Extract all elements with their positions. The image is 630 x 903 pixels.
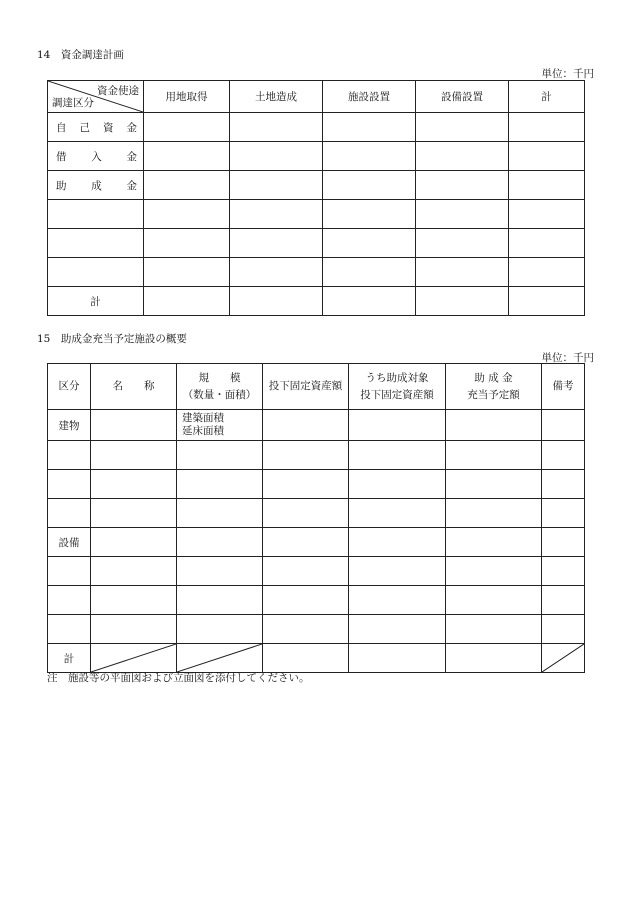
- cell[interactable]: [263, 557, 349, 586]
- table-row-total: [48, 644, 585, 673]
- cell[interactable]: [48, 499, 91, 528]
- cell[interactable]: [323, 287, 416, 316]
- cell[interactable]: [446, 499, 542, 528]
- table-row: [48, 171, 585, 200]
- col-header-investment: 投下固定資産額: [263, 364, 349, 410]
- cell[interactable]: [230, 171, 323, 200]
- cell[interactable]: [323, 258, 416, 287]
- funding-plan-table: [47, 80, 585, 316]
- cell[interactable]: [230, 258, 323, 287]
- table-row: [48, 142, 585, 171]
- cell[interactable]: [230, 287, 323, 316]
- cell[interactable]: [542, 586, 585, 615]
- col-header-target-line2: 投下固定資産額: [360, 388, 434, 401]
- cell[interactable]: [263, 586, 349, 615]
- cell[interactable]: [542, 499, 585, 528]
- cell[interactable]: [349, 528, 446, 557]
- cell[interactable]: [91, 528, 177, 557]
- cell[interactable]: [263, 441, 349, 470]
- cell[interactable]: [416, 113, 509, 142]
- cell[interactable]: [91, 441, 177, 470]
- table-row: [48, 113, 585, 142]
- cell[interactable]: [349, 644, 446, 673]
- crossed-out-cell: [542, 644, 585, 673]
- cell[interactable]: [263, 644, 349, 673]
- cell[interactable]: [542, 441, 585, 470]
- col-header-subsidy-allocation: [446, 364, 542, 410]
- cell[interactable]: [177, 499, 263, 528]
- cell[interactable]: [48, 470, 91, 499]
- section-14-title: 14 資金調達計画: [37, 49, 124, 61]
- cell[interactable]: [542, 528, 585, 557]
- col-header: 用地取得: [144, 81, 230, 113]
- row-label-own-funds: 自己資金: [48, 113, 144, 142]
- cell[interactable]: [48, 586, 91, 615]
- cell[interactable]: [446, 586, 542, 615]
- cell[interactable]: [263, 528, 349, 557]
- cell[interactable]: [263, 410, 349, 441]
- col-header-subsidy-target: [349, 364, 446, 410]
- cell[interactable]: [542, 470, 585, 499]
- cell[interactable]: [230, 229, 323, 258]
- table-row-total: [48, 287, 585, 316]
- crossed-out-cell: [177, 644, 263, 673]
- category-building: 建物: [48, 410, 91, 441]
- row-label-blank[interactable]: [48, 258, 144, 287]
- attachment-note: 注 施設等の平面図および立面図を添付してください。: [47, 672, 310, 684]
- cell[interactable]: [230, 142, 323, 171]
- cell[interactable]: [349, 557, 446, 586]
- cell[interactable]: [416, 171, 509, 200]
- cell[interactable]: [91, 615, 177, 644]
- col-header: 施設設置: [323, 81, 416, 113]
- cell[interactable]: [230, 200, 323, 229]
- total-label: 計: [48, 644, 91, 673]
- col-header: 計: [509, 81, 585, 113]
- table-row: [48, 410, 585, 441]
- table-row: [48, 499, 585, 528]
- cell[interactable]: [48, 557, 91, 586]
- cell[interactable]: [416, 229, 509, 258]
- cell[interactable]: [144, 200, 230, 229]
- table-row: [48, 200, 585, 229]
- table-row: [48, 557, 585, 586]
- col-header-scale-line1: 規 模: [198, 371, 241, 384]
- building-scale-cell[interactable]: [177, 410, 263, 441]
- cell[interactable]: [542, 557, 585, 586]
- cell[interactable]: [263, 499, 349, 528]
- cell[interactable]: [91, 410, 177, 441]
- facility-overview-table: [47, 363, 585, 673]
- floor-area-label: 延床面積: [182, 425, 224, 437]
- diagonal-line: [91, 644, 176, 672]
- table-row: [48, 528, 585, 557]
- cell[interactable]: [144, 171, 230, 200]
- cell[interactable]: [349, 470, 446, 499]
- cell[interactable]: [91, 586, 177, 615]
- cell[interactable]: [446, 441, 542, 470]
- table-row: [48, 586, 585, 615]
- cell[interactable]: [91, 499, 177, 528]
- cell[interactable]: [509, 200, 585, 229]
- cell[interactable]: [349, 615, 446, 644]
- cell[interactable]: [542, 410, 585, 441]
- cell[interactable]: [323, 200, 416, 229]
- cell[interactable]: [323, 229, 416, 258]
- cell[interactable]: [91, 557, 177, 586]
- col-header-category: 区分: [48, 364, 91, 410]
- col-header-subsidy-line2: 充当予定額: [467, 388, 520, 401]
- section-15-unit: 単位：千円: [541, 352, 594, 364]
- cell[interactable]: [177, 557, 263, 586]
- cell[interactable]: [446, 644, 542, 673]
- header-usage: 資金使途: [97, 85, 139, 97]
- cell[interactable]: [416, 258, 509, 287]
- col-header: 設備設置: [416, 81, 509, 113]
- section-15-title: 15 助成金充当予定施設の概要: [37, 333, 187, 345]
- cell[interactable]: [416, 142, 509, 171]
- col-header: 土地造成: [230, 81, 323, 113]
- cell[interactable]: [177, 441, 263, 470]
- cell[interactable]: [349, 499, 446, 528]
- col-header-name: 名 称: [91, 364, 177, 410]
- cell[interactable]: [144, 142, 230, 171]
- cell[interactable]: [509, 142, 585, 171]
- table-row: [48, 615, 585, 644]
- cell[interactable]: [509, 113, 585, 142]
- cell[interactable]: [230, 113, 323, 142]
- category-equipment: 設備: [48, 528, 91, 557]
- cell[interactable]: [509, 287, 585, 316]
- col-header-scale-line2: （数量・面積）: [182, 388, 257, 401]
- cell[interactable]: [323, 142, 416, 171]
- cell[interactable]: [509, 171, 585, 200]
- cell[interactable]: [446, 528, 542, 557]
- cell[interactable]: [177, 528, 263, 557]
- cell[interactable]: [349, 586, 446, 615]
- diagonal-line: [542, 644, 584, 672]
- cell[interactable]: [91, 470, 177, 499]
- cell[interactable]: [323, 171, 416, 200]
- cell[interactable]: [446, 615, 542, 644]
- row-label-subsidy: 助成金: [48, 171, 144, 200]
- cell[interactable]: [349, 410, 446, 441]
- cell[interactable]: [509, 229, 585, 258]
- diagonal-line: [177, 644, 262, 672]
- col-header-subsidy-line1: 助 成 金: [474, 371, 513, 384]
- cell[interactable]: [144, 229, 230, 258]
- cell[interactable]: [144, 258, 230, 287]
- cell[interactable]: [446, 410, 542, 441]
- crossed-out-cell: [91, 644, 177, 673]
- cell[interactable]: [542, 615, 585, 644]
- cell[interactable]: [144, 287, 230, 316]
- cell[interactable]: [48, 615, 91, 644]
- cell[interactable]: [144, 113, 230, 142]
- col-header-target-line1: うち助成対象: [365, 371, 429, 384]
- table-row: [48, 470, 585, 499]
- header-source: 調達区分: [52, 97, 94, 109]
- cell[interactable]: [177, 470, 263, 499]
- section-14-unit: 単位：千円: [541, 68, 594, 80]
- table-row: [48, 258, 585, 287]
- cell[interactable]: [416, 287, 509, 316]
- cell[interactable]: [48, 441, 91, 470]
- cell[interactable]: [263, 470, 349, 499]
- building-area-label: 建築面積: [182, 412, 224, 424]
- cell[interactable]: [177, 615, 263, 644]
- row-label-loans: 借入金: [48, 142, 144, 171]
- cell[interactable]: [349, 441, 446, 470]
- diagonal-header-cell: [48, 81, 144, 113]
- cell[interactable]: [323, 113, 416, 142]
- row-label-blank[interactable]: [48, 229, 144, 258]
- cell[interactable]: [263, 615, 349, 644]
- cell[interactable]: [446, 470, 542, 499]
- row-label-total: 計: [48, 287, 144, 316]
- col-header-scale: [177, 364, 263, 410]
- cell[interactable]: [509, 258, 585, 287]
- table-row: [48, 229, 585, 258]
- cell[interactable]: [446, 557, 542, 586]
- row-label-blank[interactable]: [48, 200, 144, 229]
- table-row: [48, 441, 585, 470]
- col-header-remarks: 備考: [542, 364, 585, 410]
- cell[interactable]: [416, 200, 509, 229]
- cell[interactable]: [177, 586, 263, 615]
